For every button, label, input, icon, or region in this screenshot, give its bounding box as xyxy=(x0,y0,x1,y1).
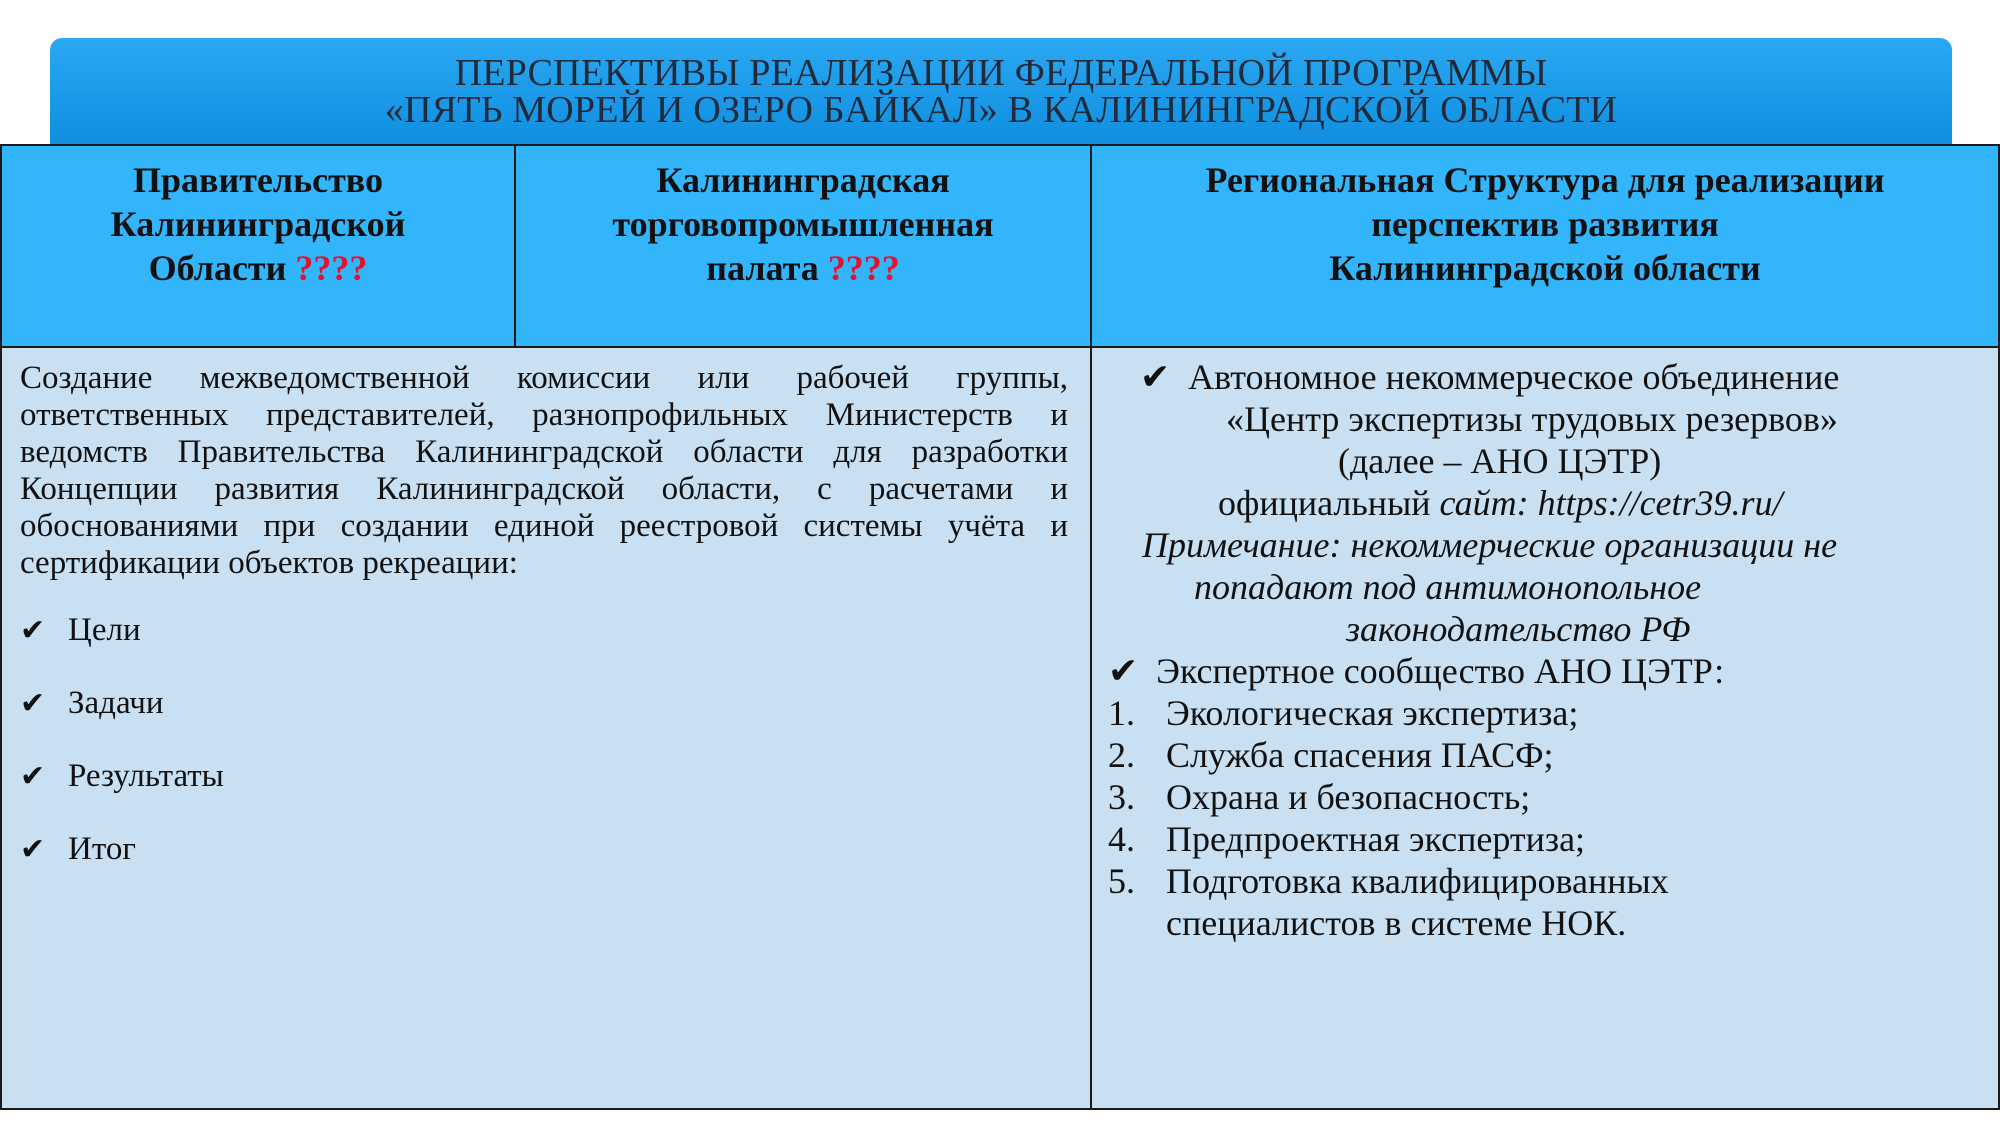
header-chamber-line-1: Калининградская xyxy=(656,160,950,200)
title-line-2: «ПЯТЬ МОРЕЙ И ОЗЕРО БАЙКАЛ» В КАЛИНИНГРАДСКОЙ ОБЛАСТИ xyxy=(384,89,1618,131)
header-government-line-3: Области xyxy=(148,248,287,288)
list-text: Служба спасения ПАСФ; xyxy=(1166,735,1554,775)
org-line-2: «Центр экспертизы трудовых резервов» xyxy=(1226,399,1838,439)
list-text-continuation: специалистов в системе НОК. xyxy=(1166,903,1627,943)
check-icon: ✔ xyxy=(20,686,46,720)
checklist-item xyxy=(20,758,1068,794)
expert-list-item xyxy=(1092,776,1998,818)
website-prefix: официальный xyxy=(1218,483,1431,523)
expert-list-item xyxy=(1092,818,1998,860)
list-number: 3. xyxy=(1108,777,1135,817)
header-government xyxy=(2,146,516,348)
check-icon: ✔ xyxy=(20,832,46,866)
checklist-item-label: Результаты xyxy=(68,757,224,794)
list-number: 5. xyxy=(1108,861,1135,901)
community-label: Экспертное сообщество АНО ЦЭТР: xyxy=(1156,651,1725,691)
header-regional-line-2: перспектив развития xyxy=(1371,204,1719,244)
list-text: Предпроектная экспертиза; xyxy=(1166,819,1586,859)
title-line-1: ПЕРСПЕКТИВЫ РЕАЛИЗАЦИИ ФЕДЕРАЛЬНОЙ ПРОГРАММЫ xyxy=(454,52,1548,94)
header-government-line-2: Калининградской xyxy=(110,204,406,244)
left-content-cell xyxy=(2,348,1092,1108)
check-icon: ✔ xyxy=(1108,651,1139,691)
list-number: 1. xyxy=(1108,693,1135,733)
check-icon: ✔ xyxy=(20,759,46,793)
org-name-line-1: Автономное некоммерческое объединение xyxy=(1188,357,1840,397)
expert-list-item-continuation xyxy=(1092,902,1998,944)
checklist-item-label: Итог xyxy=(68,830,136,867)
header-regional-structure xyxy=(1092,146,1998,348)
list-text: Подготовка квалифицированных xyxy=(1166,861,1669,901)
check-icon: ✔ xyxy=(1140,357,1171,397)
header-chamber-question-mark: ???? xyxy=(827,248,900,288)
goals-checklist xyxy=(20,612,1068,867)
header-regional-line-3: Калининградской области xyxy=(1329,248,1761,288)
checklist-item xyxy=(20,612,1068,648)
header-government-line-1: Правительство xyxy=(133,160,383,200)
org-line-3: (далее – АНО ЦЭТР) xyxy=(1338,441,1662,481)
list-number: 4. xyxy=(1108,819,1135,859)
header-chamber xyxy=(516,146,1092,348)
header-chamber-line-3: палата xyxy=(706,248,819,288)
note-line-3: законодательство РФ xyxy=(1346,609,1691,649)
checklist-item xyxy=(20,831,1068,867)
website-link[interactable]: сайт: https://cetr39.ru/ xyxy=(1439,483,1783,523)
right-content-cell xyxy=(1092,348,1998,1108)
check-icon: ✔ xyxy=(20,613,46,647)
org-line-1 xyxy=(1092,356,1998,398)
title-banner xyxy=(50,38,1952,146)
program-table xyxy=(0,144,2000,1110)
list-text: Охрана и безопасность; xyxy=(1166,777,1531,817)
commission-paragraph: Создание межведомственной комиссии или рабочей группы, ответственных представителей, разнопрофильных Министерств и ведомств Правительства Калининградской области для разработки Концепции развития Калининградской области, с расчетами и обоснованиями при создании единой реестровой системы учёта и сертификации объектов рекреации: xyxy=(20,360,1068,581)
header-regional-line-1: Региональная Структура для реализации xyxy=(1205,160,1885,200)
org-website xyxy=(1092,482,1998,524)
list-number: 2. xyxy=(1108,735,1135,775)
community-heading xyxy=(1092,650,1998,692)
expert-list-item xyxy=(1092,860,1998,902)
expert-list-item xyxy=(1092,692,1998,734)
expert-list-item xyxy=(1092,734,1998,776)
checklist-item-label: Цели xyxy=(68,611,141,648)
note-line-2: попадают под антимонопольное xyxy=(1194,567,1702,607)
header-government-question-mark: ???? xyxy=(295,248,368,288)
note-line-1: Примечание: некоммерческие организации не xyxy=(1142,525,1838,565)
checklist-item xyxy=(20,685,1068,721)
checklist-item-label: Задачи xyxy=(68,684,164,721)
list-text: Экологическая экспертиза; xyxy=(1166,693,1579,733)
header-chamber-line-2: торговопромышленная xyxy=(612,204,994,244)
